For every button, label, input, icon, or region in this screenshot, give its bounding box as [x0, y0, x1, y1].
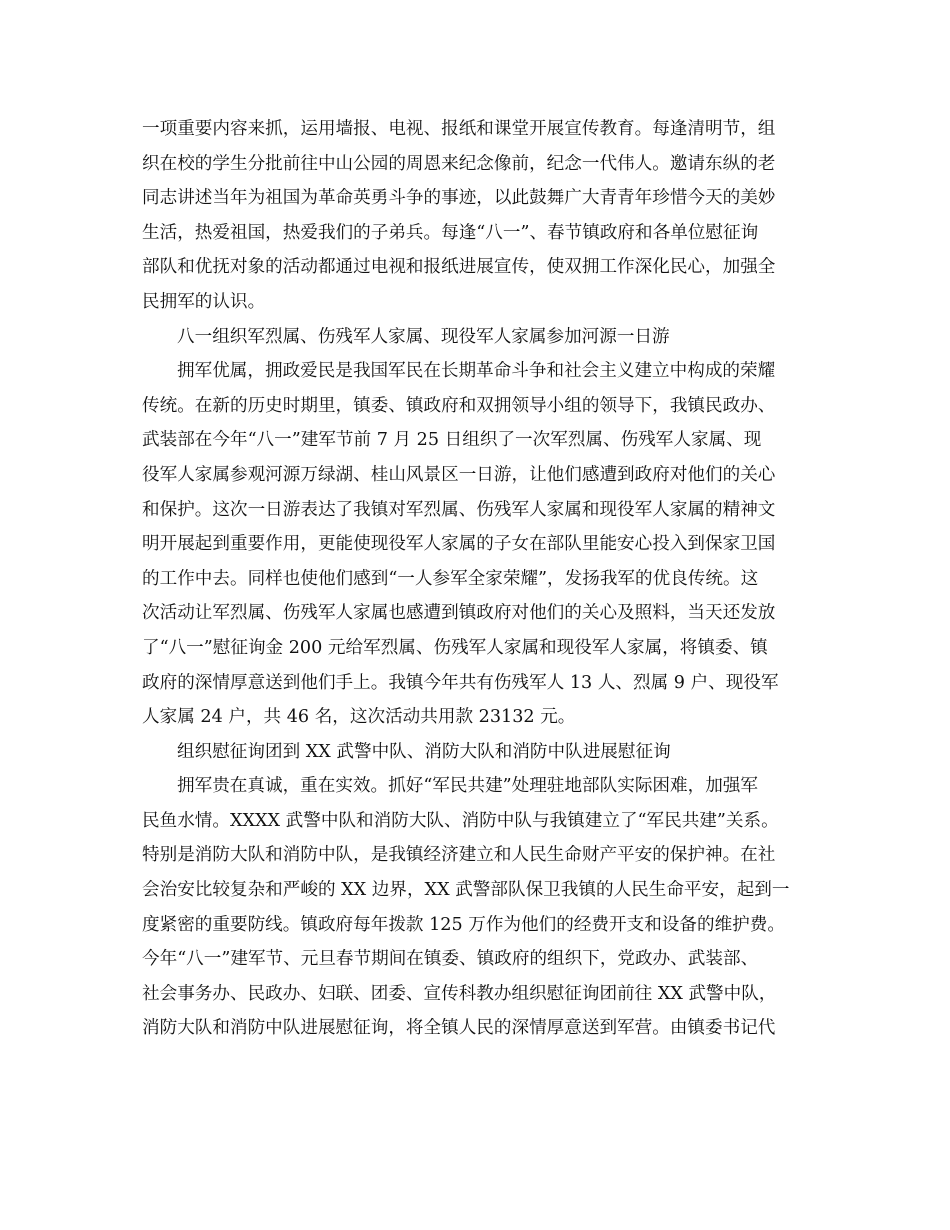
text-line: 拥军贵在真诚，重在实效。抓好“军民共建”处理驻地部队实际困难，加强军	[177, 776, 758, 797]
text-line: 一项重要内容来抓，运用墙报、电视、报纸和课堂开展宣传教育。每逢清明节，组	[142, 119, 776, 139]
text-line: 生活，热爱祖国，热爱我们的子弟兵。每逢“八一”、春节镇政府和各单位慰征询	[142, 222, 759, 243]
text-line: 度紧密的重要防线。镇政府每年拨款 125 万作为他们的经费开支和设备的维护费。	[142, 914, 785, 935]
text-line: 部队和优抚对象的活动都通过电视和报纸进展宣传，使双拥工作深化民心，加强全	[142, 257, 776, 278]
text-line: 拥军优属，拥政爱民是我国军民在长期革命斗争和社会主义建立中构成的荣耀	[177, 361, 776, 382]
text-line: 和保护。这次一日游表达了我镇对军烈属、伤残军人家属和现役军人家属的精神文	[142, 499, 776, 520]
document-body	[142, 112, 818, 1046]
text-line: 政府的深情厚意送到他们手上。我镇今年共有伤残军人 13 人、烈属 9 户、现役军	[142, 672, 779, 693]
section-heading: 八一组织军烈属、伤残军人家属、现役军人家属参加河源一日游	[177, 326, 670, 347]
text-line: 特别是消防大队和消防中队，是我镇经济建立和人民生命财产平安的保护神。在社	[142, 845, 776, 866]
text-line: 了“八一”慰征询金 200 元给军烈属、伤残军人家属和现役军人家属，将镇委、镇	[142, 637, 768, 658]
text-line: 消防大队和消防中队进展慰征询，将全镇人民的深情厚意送到军营。由镇委书记代	[142, 1018, 776, 1039]
text-line: 社会事务办、民政办、妇联、团委、宣传科教办组织慰征询团前往 XX 武警中队，	[142, 983, 777, 1004]
text-line: 传统。在新的历史时期里，镇委、镇政府和双拥领导小组的领导下，我镇民政办、	[142, 395, 776, 416]
text-line: 民鱼水情。XXXX 武警中队和消防大队、消防中队与我镇建立了“军民共建”关系。	[142, 810, 779, 831]
text-line: 武装部在今年“八一”建军节前 7 月 25 日组织了一次军烈属、伤残军人家属、现	[142, 430, 762, 451]
text-line: 民拥军的认识。	[142, 291, 266, 312]
text-line: 今年“八一”建军节、元旦春节期间在镇委、镇政府的组织下，党政办、武装部、	[142, 949, 759, 970]
text-line: 役军人家属参观河源万绿湖、桂山风景区一日游，让他们感遭到政府对他们的关心	[142, 464, 776, 485]
text-line: 同志讲述当年为祖国为革命英勇斗争的事迹，以此鼓舞广大青青年珍惜今天的美妙	[142, 188, 776, 209]
text-line: 织在校的学生分批前往中山公园的周恩来纪念像前，纪念一代伟人。邀请东纵的老	[142, 153, 776, 174]
text-line: 的工作中去。同样也使他们感到“一人参军全家荣耀”，发扬我军的优良传统。这	[142, 568, 759, 589]
text-line: 次活动让军烈属、伤残军人家属也感遭到镇政府对他们的关心及照料，当天还发放	[142, 603, 776, 624]
text-line: 人家属 24 户，共 46 名，这次活动共用款 23132 元。	[142, 707, 576, 728]
text-line: 明开展起到重要作用，更能使现役军人家属的子女在部队里能安心投入到保家卫国	[142, 534, 776, 555]
section-heading: 组织慰征询团到 XX 武警中队、消防大队和消防中队进展慰征询	[177, 741, 671, 762]
text-line: 会治安比较复杂和严峻的 XX 边界，XX 武警部队保卫我镇的人民生命平安，起到一	[142, 880, 790, 901]
